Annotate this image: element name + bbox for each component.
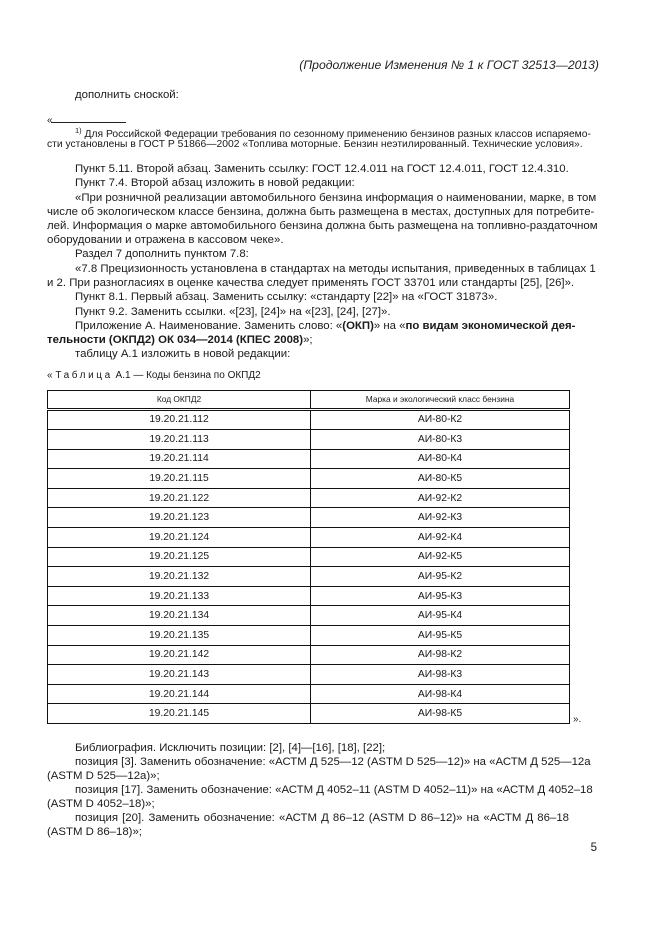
bibliography-intro: Библиография. Исключить позиции: [2], [4]—[16], [18], [22]; [75, 742, 386, 754]
appendix-a-new-2: тельности (ОКПД2) ОК 034—2014 (КПЕС 2008) [47, 334, 304, 346]
table-row [48, 508, 570, 528]
table-row [48, 449, 570, 469]
cell-grade: АИ-92-К3 [311, 508, 570, 528]
section-7-quote-2: и 2. При разногласиях в оценке качества следует применять ГОСТ 33701 или стандарты [25], [26]». [47, 277, 575, 289]
para-74-quote-4: оборудовании и отражена в кассовом чеке». [47, 234, 284, 246]
column-header-code: Код ОКПД2 [48, 391, 311, 410]
appendix-a-old: (ОКП) [342, 320, 374, 332]
cell-grade: АИ-92-К5 [311, 547, 570, 567]
cell-grade: АИ-80-К5 [311, 469, 570, 489]
cell-code: 19.20.21.144 [48, 684, 311, 704]
cell-code: 19.20.21.112 [48, 409, 311, 430]
footnote-rule [51, 122, 126, 123]
appendix-a-pre: Приложение А. Наименование. Заменить слово: « [75, 320, 343, 332]
bibliography-pos-20-line-2: (ASTM D 86–18)»; [47, 826, 142, 838]
para-74: Пункт 7.4. Второй абзац изложить в новой редакции: [75, 177, 355, 189]
cell-grade: АИ-95-К5 [311, 626, 570, 646]
table-row [48, 547, 570, 567]
cell-code: 19.20.21.113 [48, 430, 311, 450]
table-row [48, 567, 570, 587]
caption-word: Таблица [55, 370, 113, 381]
caption-title: А.1 — Коды бензина по ОКПД2 [112, 370, 261, 381]
table-caption [47, 370, 261, 381]
footnote-open-quote: « [47, 115, 53, 126]
cell-code: 19.20.21.142 [48, 645, 311, 665]
footnote-text-1: Для Российской Федерации требования по сезонному применению бензинов разных классов испаряемо- [84, 129, 591, 140]
caption-quote: « [47, 370, 56, 381]
bibliography-pos-17-line-2: (ASTM D 4052–18)»; [47, 798, 155, 810]
table-row [48, 645, 570, 665]
appendix-a-line-2 [47, 333, 569, 347]
table-row [48, 488, 570, 508]
table-row [48, 409, 570, 430]
section-7: Раздел 7 дополнить пунктом 7.8: [75, 248, 249, 260]
cell-code: 19.20.21.135 [48, 626, 311, 646]
cell-code: 19.20.21.125 [48, 547, 311, 567]
table-row [48, 469, 570, 489]
cell-grade: АИ-98-К2 [311, 645, 570, 665]
para-511: Пункт 5.11. Второй абзац. Заменить ссылку: ГОСТ 12.4.011 на ГОСТ 12.4.011, ГОСТ 12.4.310. [75, 163, 569, 175]
cell-code: 19.20.21.114 [48, 449, 311, 469]
appendix-a-line-1 [75, 319, 576, 333]
cell-grade: АИ-92-К2 [311, 488, 570, 508]
page-number: 5 [590, 842, 597, 854]
para-81: Пункт 8.1. Первый абзац. Заменить ссылку: «стандарту [22]» на «ГОСТ 31873». [75, 291, 498, 303]
cell-code: 19.20.21.123 [48, 508, 311, 528]
running-title: (Продолжение Изменения № 1 к ГОСТ 32513—2013) [299, 58, 599, 72]
cell-grade: АИ-95-К2 [311, 567, 570, 587]
cell-code: 19.20.21.115 [48, 469, 311, 489]
cell-grade: АИ-98-К4 [311, 684, 570, 704]
bibliography-pos-3-line-1: позиция [3]. Заменить обозначение: «АСТМ Д 525—12 (ASTM D 525—12)» на «АСТМ Д 525—12а [75, 756, 591, 768]
table-row [48, 704, 570, 724]
appendix-a-mid: » на « [373, 320, 406, 332]
table-row [48, 528, 570, 548]
cell-code: 19.20.21.132 [48, 567, 311, 587]
footnote-line-2: сти установлены в ГОСТ Р 51866—2002 «Топлива моторные. Бензин неэтилированный. Технические условия». [47, 139, 583, 150]
cell-code: 19.20.21.133 [48, 586, 311, 606]
para-74-quote-2: числе об экологическом классе бензина, должна быть размещена в местах, доступных для потребите- [47, 206, 595, 218]
cell-grade: АИ-80-К4 [311, 449, 570, 469]
bibliography-pos-3-line-2: (ASTM D 525—12a)»; [47, 770, 160, 782]
cell-grade: АИ-98-К5 [311, 704, 570, 724]
para-74-quote-3: лей. Информация о марке автомобильного бензина должна быть размещена на топливно-раздаточном [47, 220, 598, 232]
bibliography-pos-17-line-1: позиция [17]. Заменить обозначение: «АСТМ Д 4052–11 (ASTM D 4052–11)» на «АСТМ Д 4052–18 [75, 784, 593, 796]
section-7-quote-1: «7.8 Прецизионность установлена в стандартах на методы испытания, приведенных в таблицах 1 [75, 263, 596, 275]
table-row [48, 684, 570, 704]
cell-grade: АИ-95-К4 [311, 606, 570, 626]
bibliography-pos-20-line-1: позиция [20]. Заменить обозначение: «АСТМ Д 86–12 (ASTM D 86–12)» на «АСТМ Д 86–18 [75, 812, 569, 824]
column-header-grade: Марка и экологический класс бензина [311, 391, 570, 410]
table-row [48, 606, 570, 626]
cell-grade: АИ-80-К3 [311, 430, 570, 450]
add-footnote-text: дополнить сноской: [75, 89, 179, 101]
appendix-a-end: »; [303, 334, 313, 346]
table-a1-intro: таблицу А.1 изложить в новой редакции: [75, 348, 291, 360]
table-row [48, 586, 570, 606]
cell-code: 19.20.21.124 [48, 528, 311, 548]
cell-grade: АИ-95-К3 [311, 586, 570, 606]
cell-grade: АИ-80-К2 [311, 409, 570, 430]
para-92: Пункт 9.2. Заменить ссылки. «[23], [24]» на «[23], [24], [27]». [75, 306, 391, 318]
cell-grade: АИ-98-К3 [311, 665, 570, 685]
cell-code: 19.20.21.145 [48, 704, 311, 724]
table-row [48, 430, 570, 450]
table-row [48, 626, 570, 646]
appendix-a-new-1: по видам экономической дея- [405, 320, 576, 332]
cell-grade: АИ-92-К4 [311, 528, 570, 548]
cell-code: 19.20.21.134 [48, 606, 311, 626]
table-header-row [48, 391, 570, 410]
okpd2-codes-table [47, 390, 570, 724]
cell-code: 19.20.21.122 [48, 488, 311, 508]
table-close-quote: ». [573, 714, 582, 725]
footnote-number: 1) [75, 126, 82, 135]
table-row [48, 665, 570, 685]
para-74-quote-1: «При розничной реализации автомобильного бензина информация о наименовании, марке, в том [75, 192, 597, 204]
cell-code: 19.20.21.143 [48, 665, 311, 685]
